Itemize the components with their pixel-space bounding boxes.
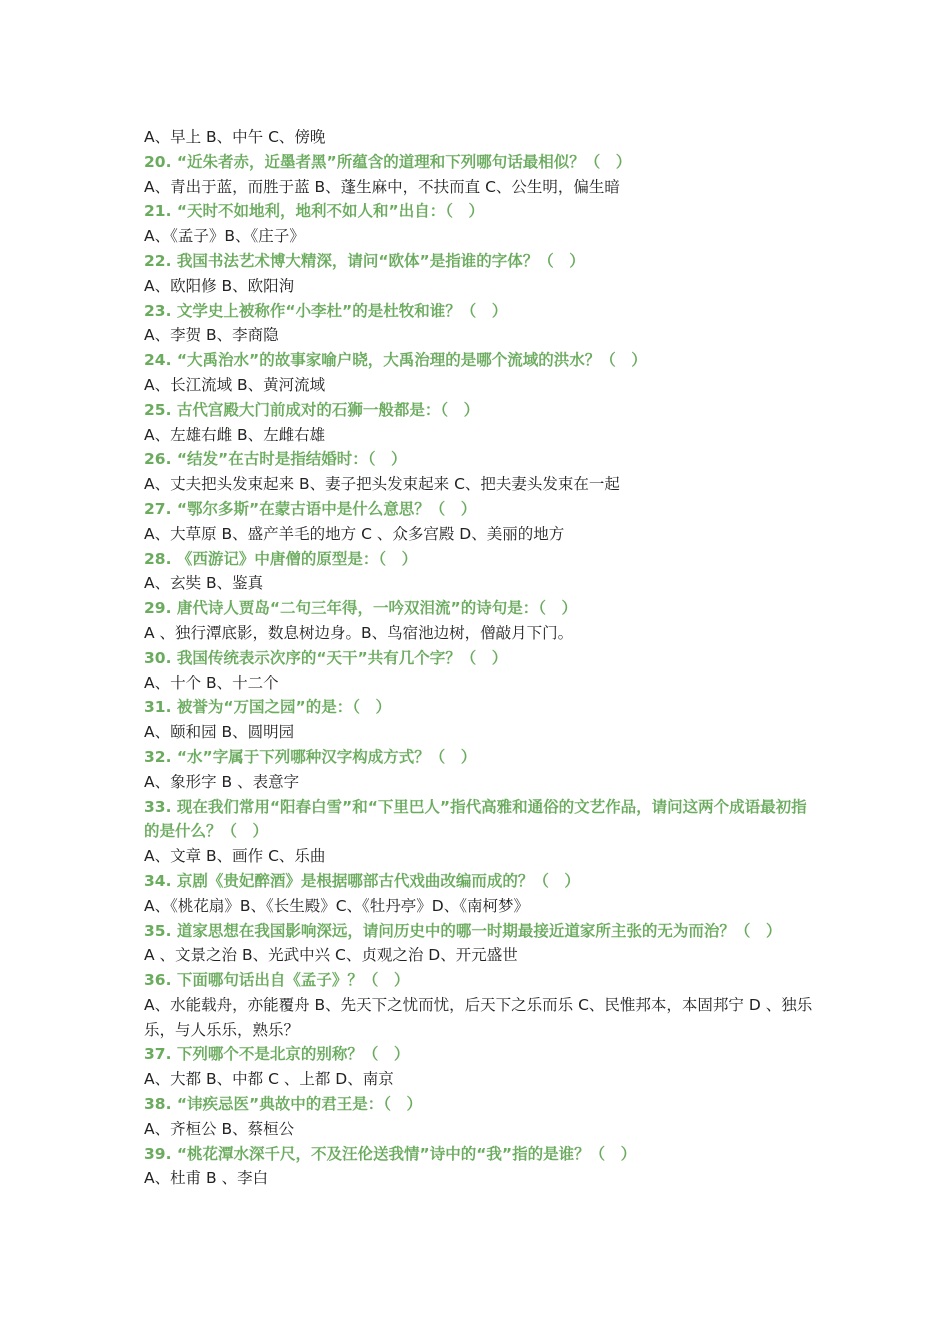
answer-options: A、青出于蓝，而胜于蓝 B、蓬生麻中，不扶而直 C、公生明，偏生暗 xyxy=(144,177,620,196)
question-text: 23. 文学史上被称作“小李杜”的是杜牧和谁？（ ） xyxy=(144,301,508,320)
question-text: 26. “结发”在古时是指结婚时：（ ） xyxy=(144,450,407,469)
question-text: 32. “水”字属于下列哪种汉字构成方式？（ ） xyxy=(144,747,477,766)
question-text: 31. 被誉为“万国之园”的是：（ ） xyxy=(144,698,391,717)
answer-options: A、左雄右雌 B、左雌右雄 xyxy=(144,425,326,444)
question-text: 39. “桃花潭水深千尺，不及汪伦送我情”诗中的“我”指的是谁？（ ） xyxy=(144,1144,637,1163)
question-text: 28. 《西游记》中唐僧的原型是：（ ） xyxy=(144,549,418,568)
answer-options: A 、文景之治 B、光武中兴 C、贞观之治 D、开元盛世 xyxy=(144,946,518,965)
question-text: 38. “讳疾忌医”典故中的君王是：（ ） xyxy=(144,1095,422,1114)
answer-options: A、杜甫 B 、李白 xyxy=(144,1169,269,1188)
answer-options: A、水能载舟，亦能覆舟 B、先天下之忧而忧，后天下之乐而乐 C、民惟邦本，本固邦宁 D 、独乐乐，与人乐乐，熟乐？ xyxy=(144,995,813,1039)
question-text: 36. 下面哪句话出自《孟子》？（ ） xyxy=(144,971,410,990)
question-text: 21. “天时不如地利，地利不如人和”出自：（ ） xyxy=(144,202,484,221)
question-text: 22. 我国书法艺术博大精深，请问“欧体”是指谁的字体？（ ） xyxy=(144,251,585,270)
question-text: 29. 唐代诗人贾岛“二句三年得，一吟双泪流”的诗句是：（ ） xyxy=(144,599,577,618)
question-text: 37. 下列哪个不是北京的别称？（ ） xyxy=(144,1045,410,1064)
answer-options: A、大草原 B、盛产羊毛的地方 C 、众多宫殿 D、美丽的地方 xyxy=(144,524,565,543)
question-text: 27. “鄂尔多斯”在蒙古语中是什么意思？（ ） xyxy=(144,499,477,518)
answer-options: A、十个 B、十二个 xyxy=(144,673,279,692)
answer-options: A 、独行潭底影，数息树边身。B、鸟宿池边树，僧敲月下门。 xyxy=(144,623,574,642)
answer-options: A、颐和园 B、圆明园 xyxy=(144,723,295,742)
answer-options: A、李贺 B、李商隐 xyxy=(144,326,279,345)
answer-options: A、欧阳修 B、欧阳洵 xyxy=(144,276,295,295)
answer-options: A、齐桓公 B、蔡桓公 xyxy=(144,1119,295,1138)
question-text: 30. 我国传统表示次序的“天干”共有几个字？（ ） xyxy=(144,648,508,667)
answer-options: A、大都 B、中都 C 、上都 D、南京 xyxy=(144,1070,394,1089)
answer-options: A、早上 B、中午 C、傍晚 xyxy=(144,128,326,146)
question-text: 24. “大禹治水”的故事家喻户晓，大禹治理的是哪个流域的洪水？（ ） xyxy=(144,351,647,370)
answer-options: A、文章 B、画作 C、乐曲 xyxy=(144,847,326,866)
question-text: 20. “近朱者赤，近墨者黑”所蕴含的道理和下列哪句话最相似？（ ） xyxy=(144,152,632,171)
question-text: 35. 道家思想在我国影响深远，请问历史中的哪一时期最接近道家所主张的无为而治？（ ） xyxy=(144,921,782,940)
question-text: 33. 现在我们常用“阳春白雪”和“下里巴人”指代高雅和通俗的文艺作品，请问这两个成语最初指的是什么？（ ） xyxy=(144,797,807,841)
answer-options: A、丈夫把头发束起来 B、妻子把头发束起来 C、把夫妻头发束在一起 xyxy=(144,475,620,494)
answer-options: A、《孟子》B、《庄子》 xyxy=(144,227,305,246)
quiz-content xyxy=(144,125,814,1191)
answer-options: A、象形字 B 、表意字 xyxy=(144,772,300,791)
answer-options: A、长江流域 B、黄河流域 xyxy=(144,375,326,394)
answer-options: A、玄奘 B、鉴真 xyxy=(144,574,264,593)
answer-options: A、《桃花扇》B、《长生殿》C、《牡丹亭》D、《南柯梦》 xyxy=(144,896,529,915)
question-text: 34. 京剧《贵妃醉酒》是根据哪部古代戏曲改编而成的？（ ） xyxy=(144,871,580,890)
question-text: 25. 古代宫殿大门前成对的石狮一般都是：（ ） xyxy=(144,400,480,419)
